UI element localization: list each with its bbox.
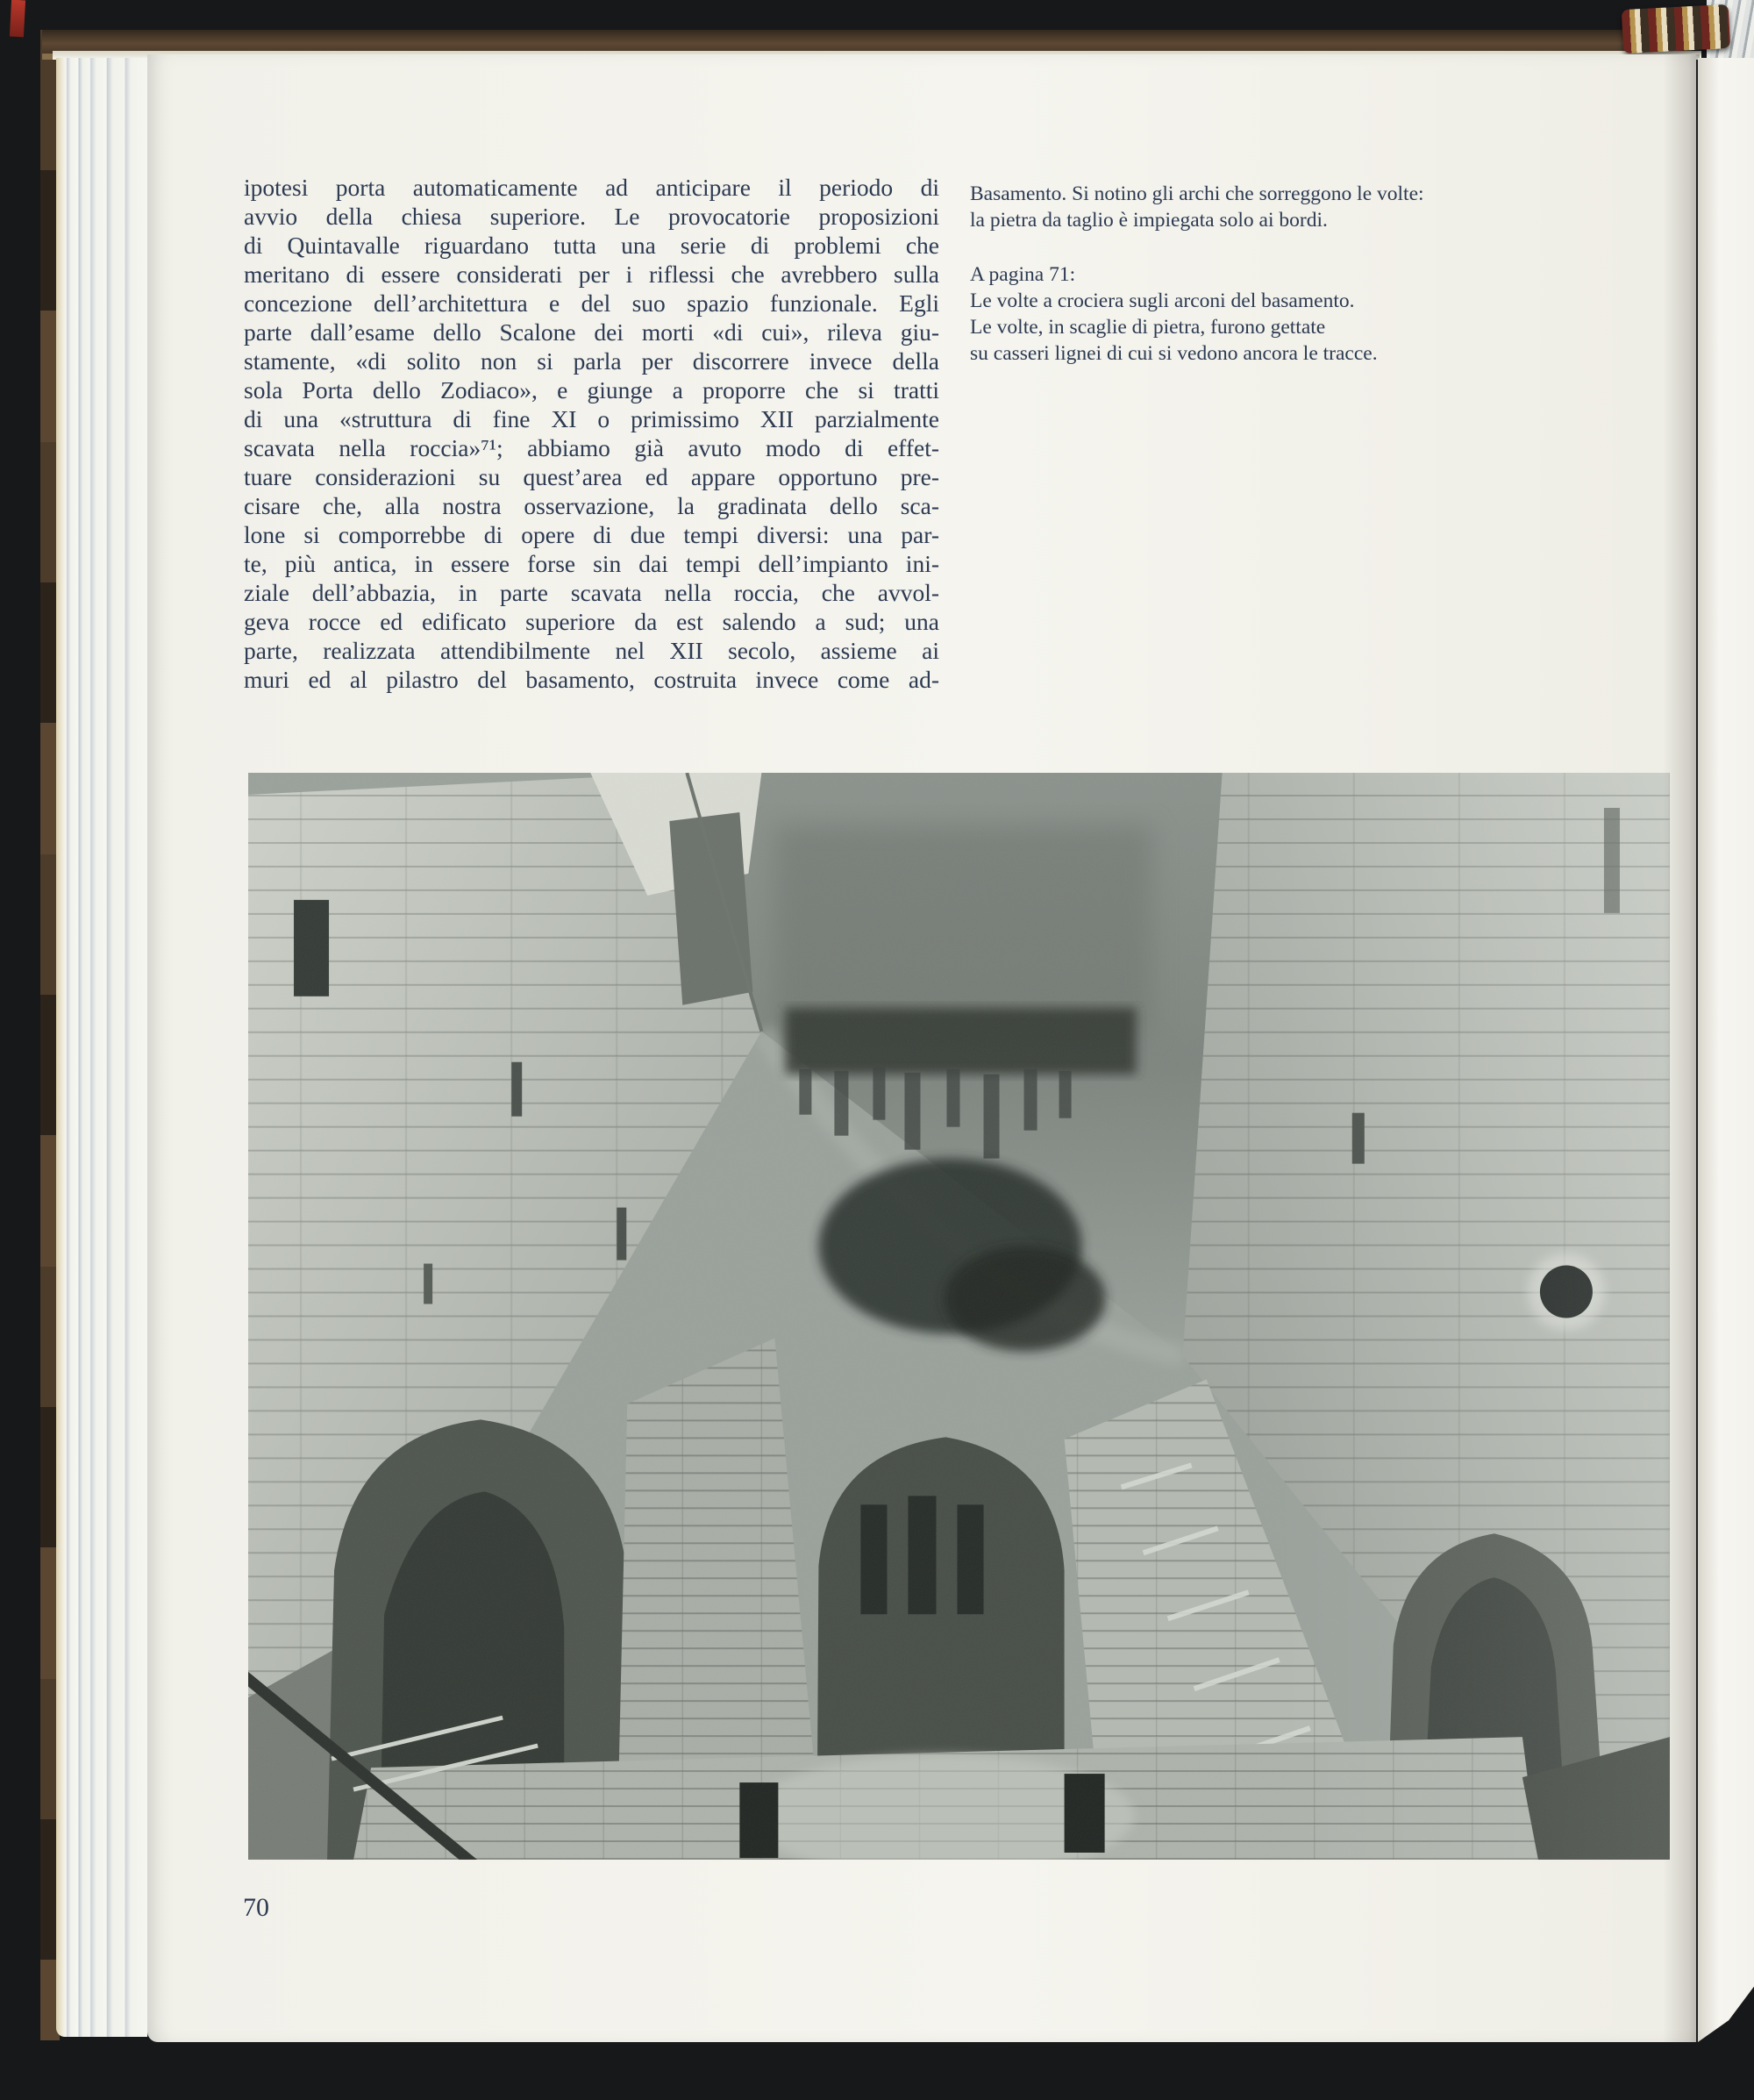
text-line: lone si comporrebbe di opere di due tempi diversi: una par- <box>244 521 939 548</box>
text-line: te, più antica, in essere forse sin dai tempi dell’impianto ini- <box>244 550 939 577</box>
page-number: 70 <box>243 1893 269 1922</box>
caption-basamento <box>970 181 1514 233</box>
caption-line: su casseri lignei di cui si vedono ancora le tracce. <box>970 342 1378 365</box>
caption-line: Le volte, in scaglie di pietra, furono gettate <box>970 316 1326 339</box>
facing-page-sliver <box>1698 58 1754 2042</box>
main-text-column <box>244 173 939 694</box>
text-line: avvio della chiesa superiore. Le provocatorie proposizioni <box>244 203 939 230</box>
caption-pagina-71 <box>970 261 1514 367</box>
text-line: cisare che, alla nostra osservazione, la gradinata dello sca- <box>244 492 939 519</box>
text-line: parte, realizzata attendibilmente nel XII secolo, assieme ai <box>244 637 939 664</box>
book-page <box>147 54 1696 2042</box>
text-line: ipotesi porta automaticamente ad anticipare il periodo di <box>244 174 939 201</box>
endband <box>1622 4 1730 54</box>
caption-line: A pagina 71: <box>970 263 1076 286</box>
text-line: meritano di essere considerati per i riflessi che avrebbero sulla <box>244 261 939 288</box>
caption-line: Le volte a crociera sugli arconi del basamento. <box>970 289 1355 312</box>
photo-captions-column <box>970 181 1514 367</box>
page-stack-left <box>56 58 147 2037</box>
text-line: parte dall’esame dello Scalone dei morti «di cui», rileva giu- <box>244 318 939 346</box>
caption-line: la pietra da taglio è impiegata solo ai bordi. <box>970 209 1328 232</box>
basement-photo <box>248 773 1670 1860</box>
text-line: di Quintavalle riguardano tutta una serie di problemi che <box>244 232 939 259</box>
text-line: muri ed al pilastro del basamento, costruita invece come ad- <box>244 666 939 693</box>
caption-line: Basamento. Si notino gli archi che sorreggono le volte: <box>970 182 1424 205</box>
text-line: di una «struttura di fine XI o primissimo XII parzialmente <box>244 405 939 432</box>
gutter-shadow <box>1663 54 1700 2042</box>
text-line: scavata nella roccia»⁷¹; abbiamo già avuto modo di effet- <box>244 434 939 461</box>
red-mark <box>10 0 25 37</box>
text-line: sola Porta dello Zodiaco», e giunge a proporre che si tratti <box>244 376 939 404</box>
text-line: ziale dell’abbazia, in parte scavata nella roccia, che avvol- <box>244 579 939 606</box>
text-line: tuare considerazioni su quest’area ed appare opportuno pre- <box>244 463 939 490</box>
text-line: concezione dell’architettura e del suo spazio funzionale. Egli <box>244 289 939 317</box>
basement-photo-illustration <box>248 773 1670 1860</box>
text-line: geva rocce ed edificato superiore da est salendo a sud; una <box>244 608 939 635</box>
text-line: stamente, «di solito non si parla per discorrere invece della <box>244 347 939 375</box>
